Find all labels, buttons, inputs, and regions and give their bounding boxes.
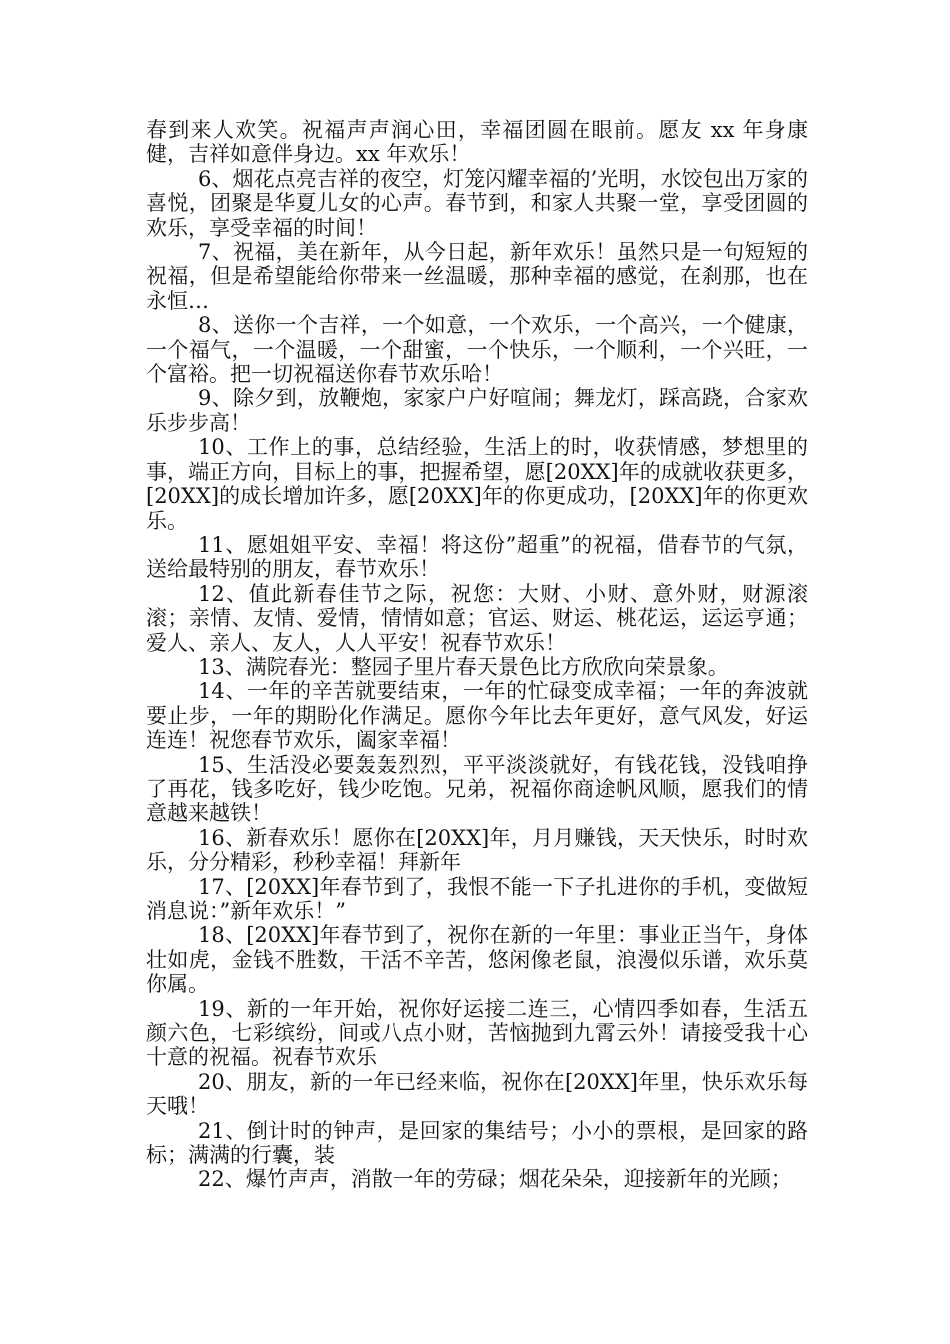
paragraph-10: 10、工作上的事，总结经验，生活上的时，收获情感，梦想里的事，端正方向，目标上的事，把握希望，愿[20XX]年的成就收获更多，[20XX]的成长增加许多，愿[20XX]年的你更成功，[20XX]年的你更欢乐。 [146, 435, 808, 533]
paragraph-19: 19、新的一年开始，祝你好运接二连三，心情四季如春，生活五颜六色，七彩缤纷，间或八点小财，苦恼抛到九霄云外！请接受我十心十意的祝福。祝春节欢乐 [146, 996, 808, 1070]
paragraph-16: 16、新春欢乐！愿你在[20XX]年，月月赚钱，天天快乐，时时欢乐，分分精彩，秒秒幸福！拜新年 [146, 825, 808, 875]
paragraph-17: 17、[20XX]年春节到了，我恨不能一下子扎进你的手机，变做短消息说：”新年欢乐！” [146, 874, 808, 923]
paragraph-18: 18、[20XX]年春节到了，祝你在新的一年里：事业正当午，身体壮如虎，金钱不胜数，干活不辛苦，悠闲像老鼠，浪漫似乐谱，欢乐莫你属。 [146, 923, 808, 997]
paragraph-15: 15、生活没必要轰轰烈烈，平平淡淡就好，有钱花钱，没钱咱挣了再花，钱多吃好，钱少吃饱。兄弟，祝福你商途帆风顺，愿我们的情意越来越铁！ [146, 752, 808, 826]
paragraph-12: 12、值此新春佳节之际，祝您：大财、小财、意外财，财源滚滚；亲情、友情、爱情，情情如意；官运、财运、桃花运，运运亨通；爱人、亲人、友人，人人平安！祝春节欢乐！ [146, 581, 808, 655]
paragraph-14: 14、一年的辛苦就要结束，一年的忙碌变成幸福；一年的奔波就要止步，一年的期盼化作满足。愿你今年比去年更好，意气风发，好运连连！祝您春节欢乐，阖家幸福！ [146, 679, 808, 753]
paragraph-6: 6、烟花点亮吉祥的夜空，灯笼闪耀幸福的’光明，水饺包出万家的喜悦，团聚是华夏儿女的心声。春节到，和家人共聚一堂，享受团圆的欢乐，享受幸福的时间！ [146, 166, 808, 240]
paragraph-continued: 春到来人欢笑。祝福声声润心田，幸福团圆在眼前。愿友 xx 年身康健，吉祥如意伴身边。xx 年欢乐！ [146, 118, 808, 167]
paragraph-9: 9、除夕到，放鞭炮，家家户户好喧闹；舞龙灯，踩高跷，合家欢乐步步高！ [146, 386, 808, 435]
document-body [146, 118, 808, 1192]
paragraph-20: 20、朋友，新的一年已经来临，祝你在[20XX]年里，快乐欢乐每天哦！ [146, 1069, 808, 1119]
paragraph-11: 11、愿姐姐平安、幸福！将这份”超重”的祝福，借春节的气氛，送给最特别的朋友，春节欢乐！ [146, 532, 808, 582]
paragraph-8: 8、送你一个吉祥，一个如意，一个欢乐，一个高兴，一个健康，一个福气，一个温暖，一个甜蜜，一个快乐，一个顺利，一个兴旺，一个富裕。把一切祝福送你春节欢乐哈！ [146, 313, 808, 387]
paragraph-13: 13、满院春光：整园子里片春天景色比方欣欣向荣景象。 [198, 654, 729, 679]
paragraph-22: 22、爆竹声声，消散一年的劳碌；烟花朵朵，迎接新年的光顾； [198, 1167, 792, 1192]
paragraph-7: 7、祝福，美在新年，从今日起，新年欢乐！虽然只是一句短短的祝福，但是希望能给你带来一丝温暖，那种幸福的感觉，在刹那，也在永恒… [146, 240, 808, 313]
paragraph-21: 21、倒计时的钟声，是回家的集结号；小小的票根，是回家的路标；满满的行囊，装 [146, 1118, 808, 1168]
